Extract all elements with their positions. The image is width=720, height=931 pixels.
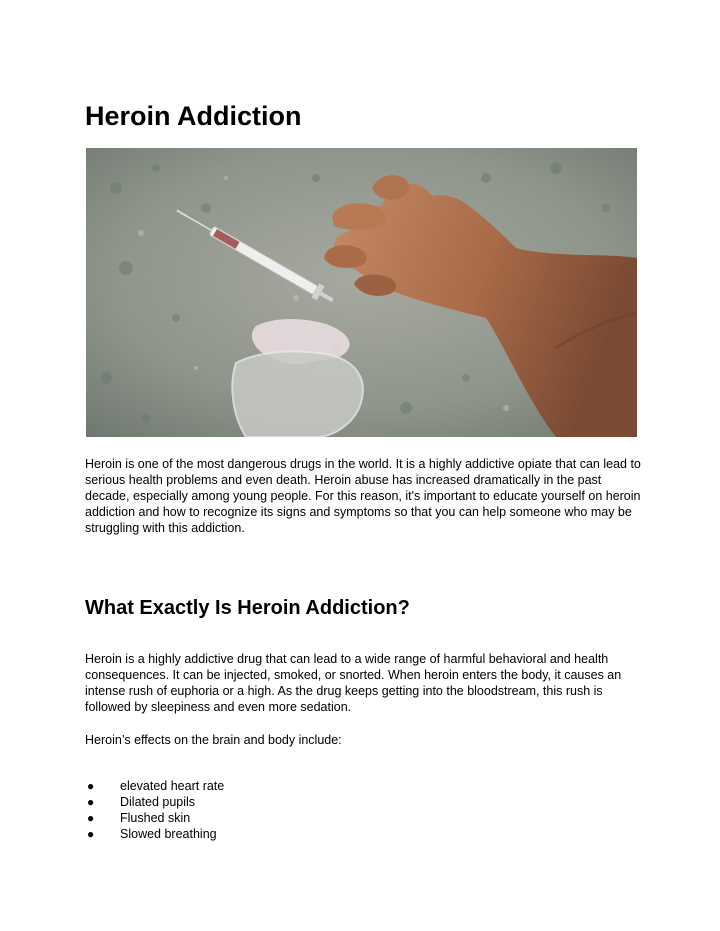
section-heading: What Exactly Is Heroin Addiction? [85, 597, 410, 619]
effects-list [85, 778, 224, 842]
bullet-icon: ● [87, 795, 95, 809]
intro-paragraph: Heroin is one of the most dangerous drugs in the world. It is a highly addictive opiate that can lead to serious health problems and even death. Heroin abuse has increased dramatically in the past decade, especially among young people. For this reason, it's important to educate yourself on heroin addiction and how to recognize its signs and symptoms so that you can help someone who may be struggling with this addiction. [85, 457, 641, 535]
list-item-text: Flushed skin [120, 811, 191, 825]
list-item-text: Dilated pupils [120, 795, 196, 809]
hero-image-hand-and-syringe [86, 148, 637, 437]
list-item [85, 810, 224, 826]
bullet-icon: ● [87, 779, 95, 793]
list-item [85, 826, 224, 842]
section-paragraph: Heroin is a highly addictive drug that can lead to a wide range of harmful behavioral and health consequences. It can be injected, smoked, or snorted. When heroin enters the body, it causes an intense rush of euphoria or a high. As the drug keeps getting into the bloodstream, this rush is followed by sleepiness and even more sedation. [85, 652, 622, 714]
effects-intro: Heroin’s effects on the brain and body include: [85, 733, 342, 747]
list-item [85, 778, 224, 794]
list-item-text: elevated heart rate [120, 779, 225, 793]
hero-illustration [86, 148, 637, 437]
bullet-icon: ● [87, 827, 95, 841]
bullet-icon: ● [87, 811, 95, 825]
document-title: Heroin Addiction [85, 101, 302, 131]
list-item-text: Slowed breathing [120, 827, 217, 841]
list-item [85, 794, 224, 810]
